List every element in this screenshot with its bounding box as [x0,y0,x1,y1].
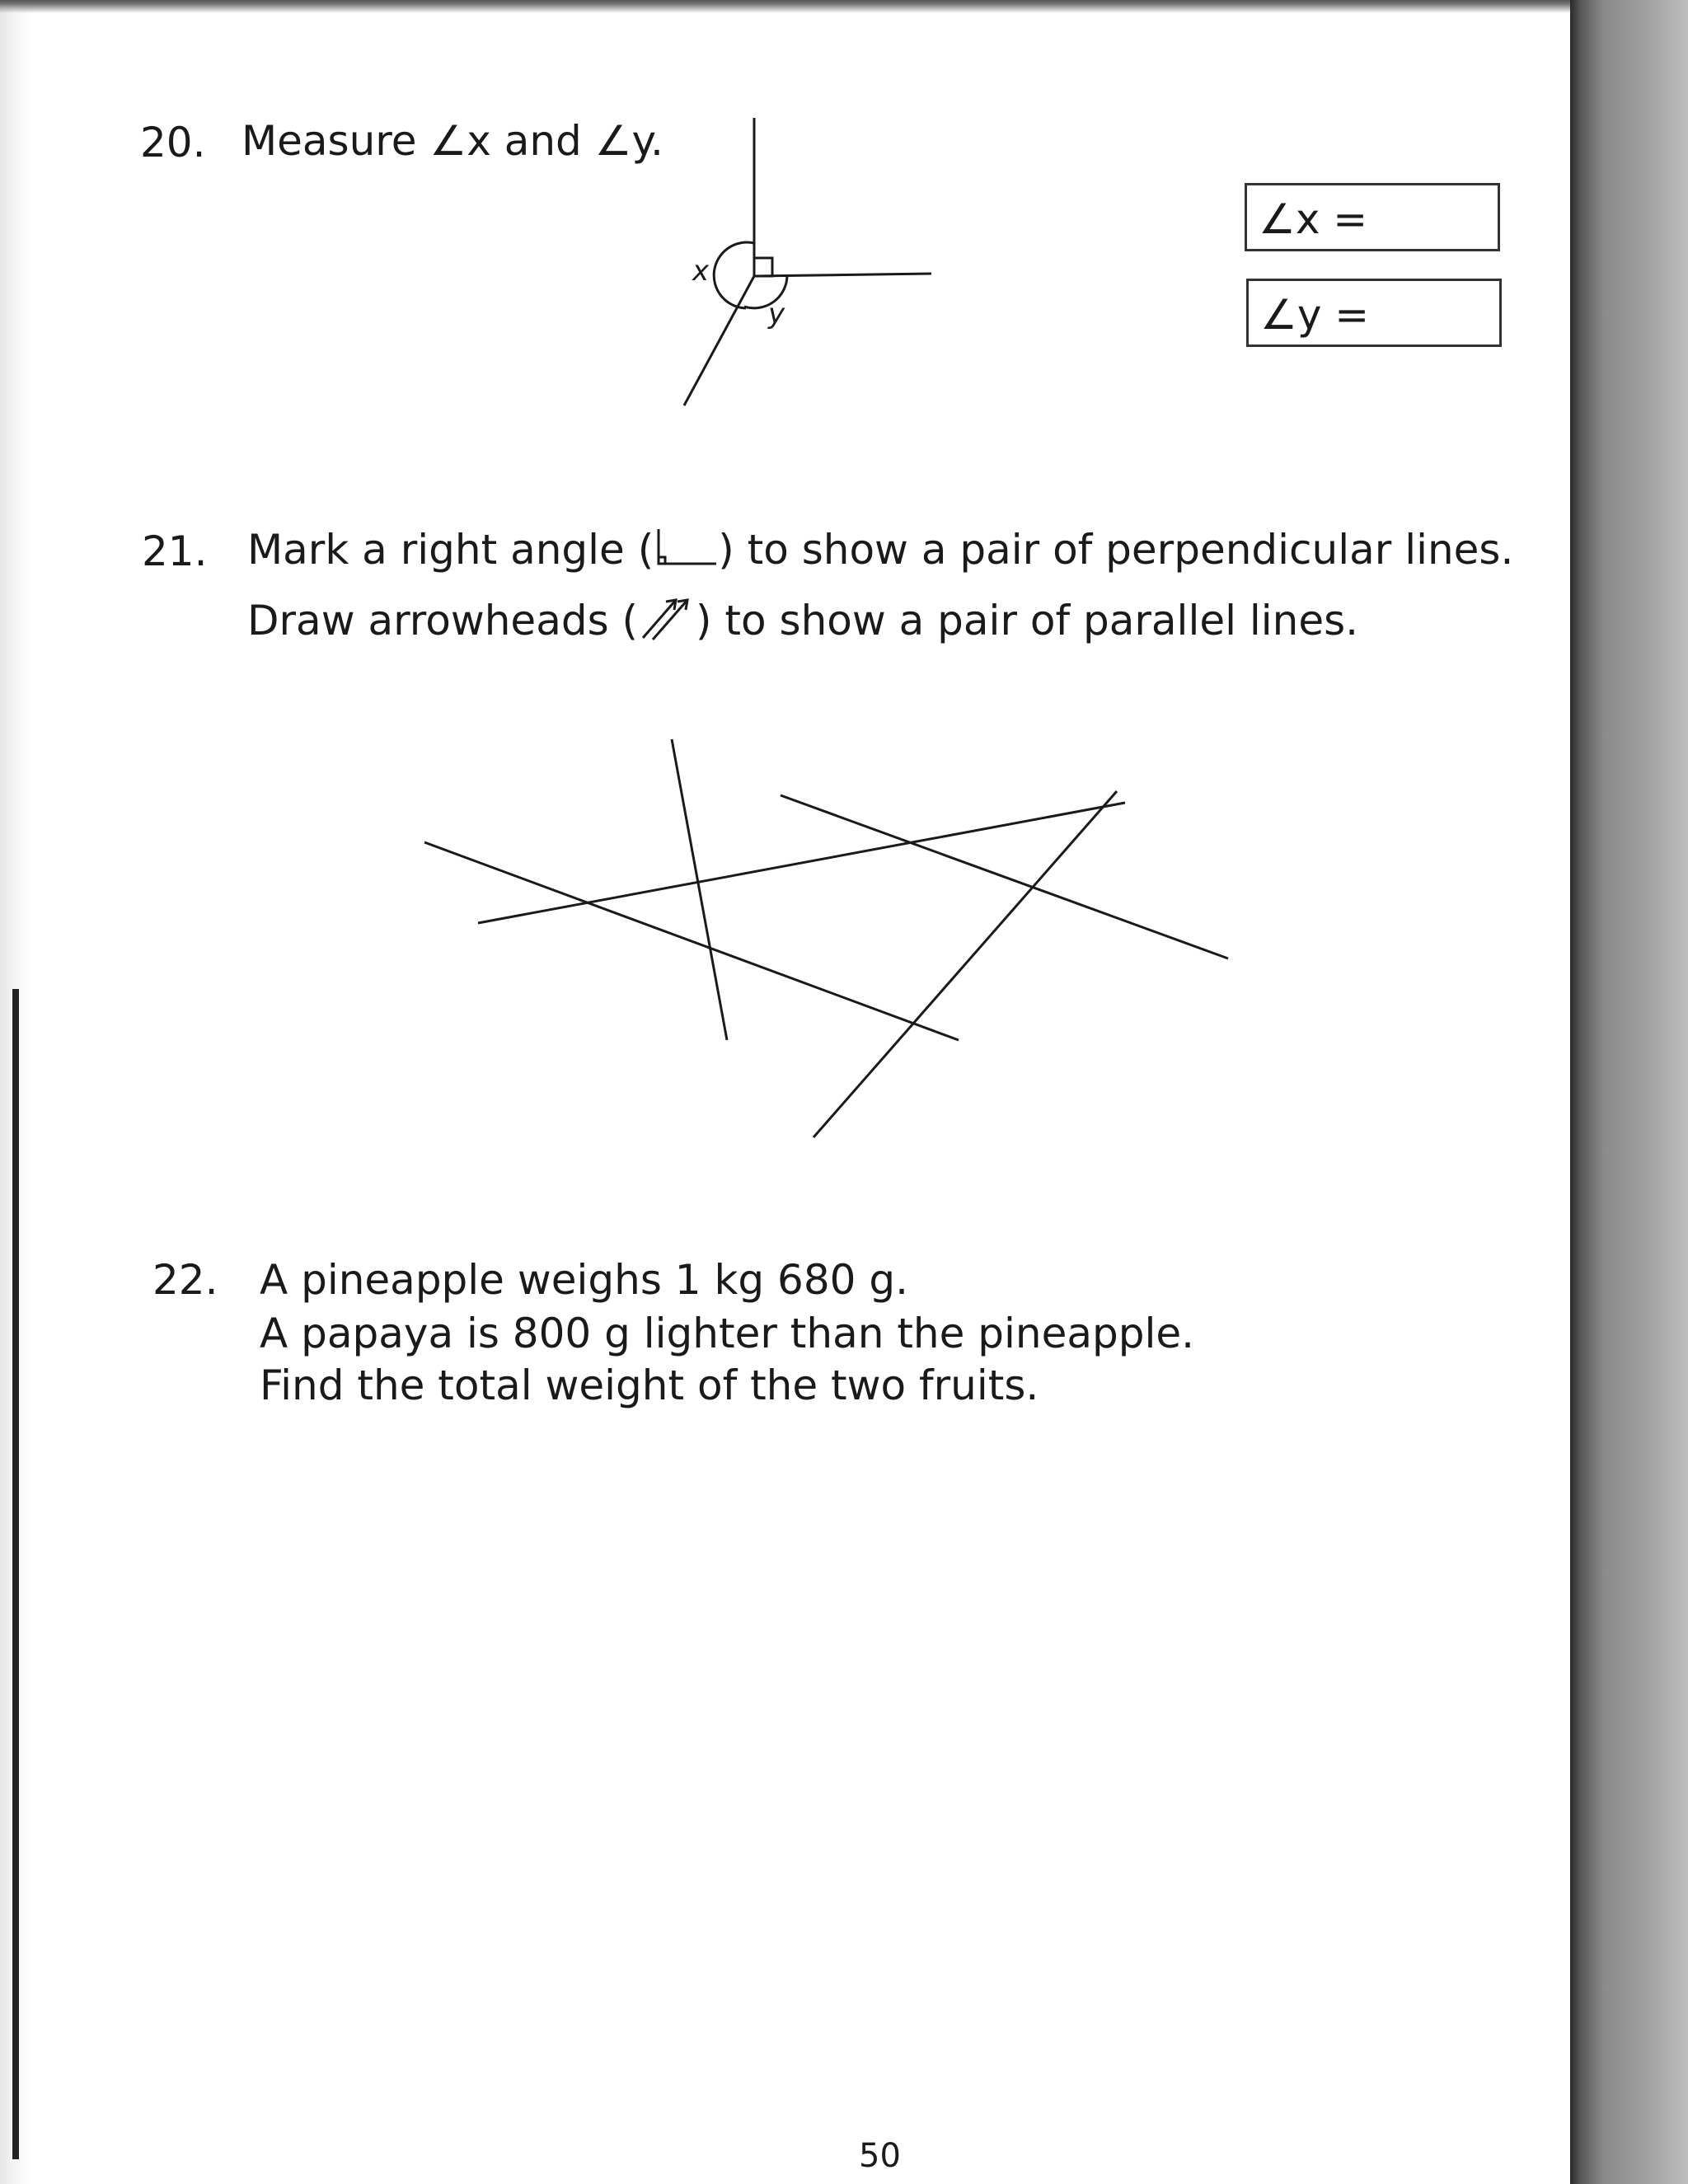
question-22-line-2: A papaya is 800 g lighter than the pineapple. [260,1310,1195,1357]
question-22-number: 22. [152,1256,218,1304]
line-long-rising [478,803,1125,923]
line-steep [672,739,727,1040]
question-21-text-1a: Mark a right angle ( [247,526,654,574]
line-lower-parallel [424,842,959,1040]
question-22-line-3: Find the total weight of the two fruits. [260,1361,1039,1409]
line-upper-parallel [781,795,1228,958]
question-21-text-2a: Draw arrowheads ( [247,597,639,644]
question-20-instruction: Measure ∠x and ∠y. [241,117,663,165]
question-21-number: 21. [142,527,208,575]
answer-label-x: ∠x = [1259,195,1368,243]
question-21-text-1b: ) to show a pair of perpendicular lines. [718,526,1514,574]
answer-label-y: ∠y = [1260,291,1370,339]
question-20-number: 20. [140,119,206,166]
page-number: 50 [859,2137,901,2175]
question-21-text-2b: ) to show a pair of parallel lines. [696,597,1359,644]
line-diagonal [814,791,1117,1137]
label-y: y [768,298,785,330]
label-x: x [692,255,710,288]
question-22-line-1: A pineapple weighs 1 kg 680 g. [260,1256,909,1304]
